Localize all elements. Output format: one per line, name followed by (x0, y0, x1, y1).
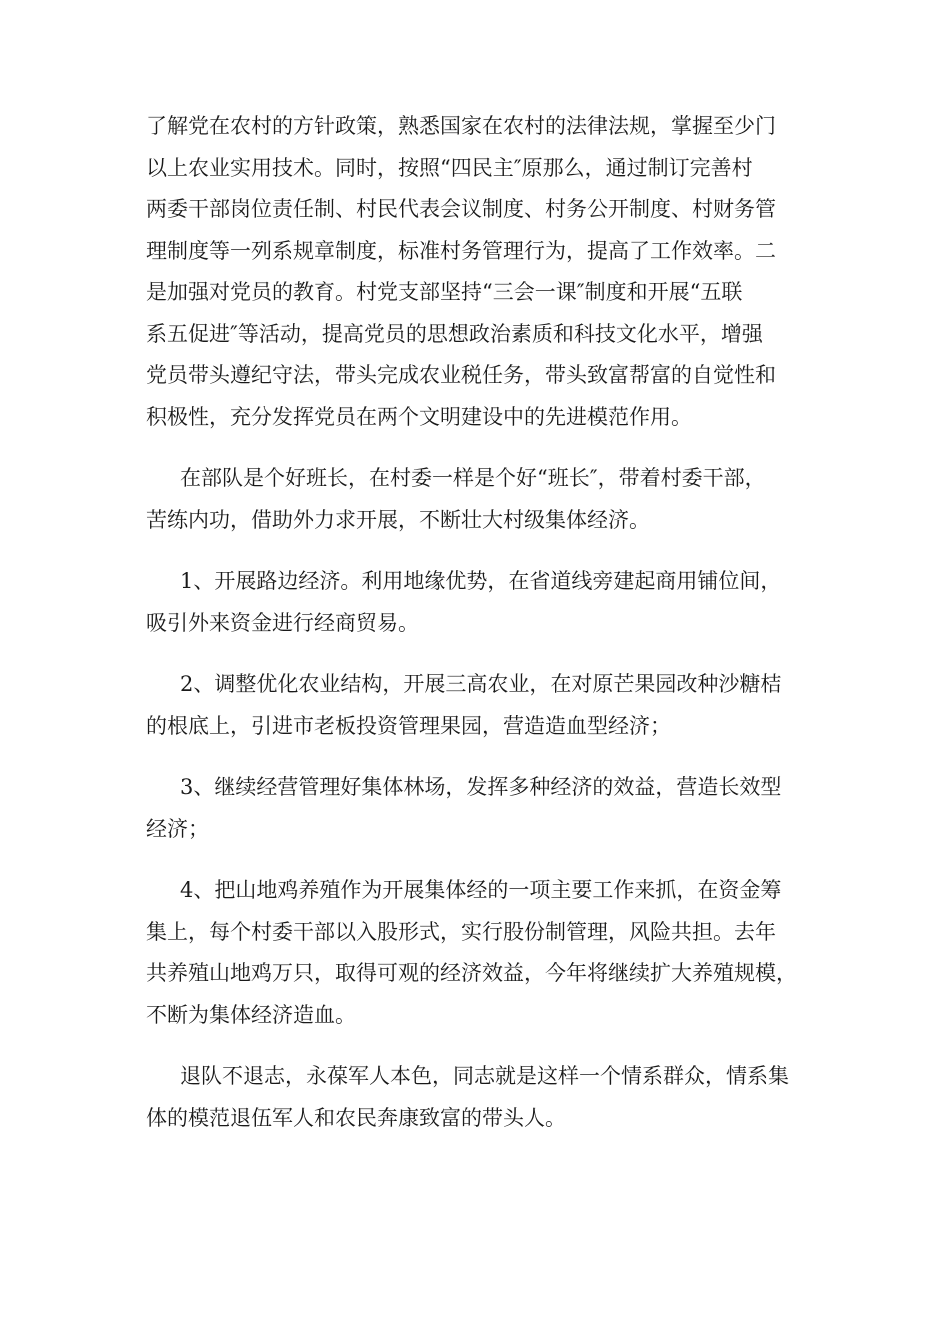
paragraph-party-management: 了解党在农村的方针政策，熟悉国家在农村的法律法规，掌握至少门 以上农业实用技术。同时，按照“四民主″原那么，通过制订完善村 两委干部岗位责任制、村民代表会议制度、村务公开制度、村财务管 理制度等一列系规章制度，标准村务管理行为，提高了工作效率。二 是加强对党员的教育。村党支部坚持“三会一课″制度和开展“五联 系五促进″等活动，提高党员的思想政治素质和科技文化水平，增强 党员带头遵纪守法，带头完成农业税任务，带头致富帮富的自觉性和 积极性，充分发挥党员在两个文明建设中的先进模范作用。 (146, 114, 776, 429)
body-text (146, 106, 814, 1159)
paragraph-item-1: 1、开展路边经济。利用地缘优势，在省道线旁建起商用铺位间， 吸引外来资金进行经商贸易。 (146, 569, 782, 635)
paragraph-item-4: 4、把山地鸡养殖作为开展集体经的一项主要工作来抓，在资金筹 集上，每个村委干部以入股形式，实行股份制管理，风险共担。去年 共养殖山地鸡万只，取得可观的经济效益，今年将继续扩大养殖规模， 不断为集体经济造血。 (146, 878, 797, 1027)
paragraph-item-2: 2、调整优化农业结构，开展三高农业，在对原芒果园改种沙糖桔 的根底上，引进市老板投资管理果园，营造造血型经济； (146, 672, 782, 738)
paragraph-item-3: 3、继续经营管理好集体林场，发挥多种经济的效益，营造长效型 经济； (146, 775, 782, 841)
paragraph-conclusion: 退队不退志，永葆军人本色，同志就是这样一个情系群众，情系集 体的模范退伍军人和农民奔康致富的带头人。 (146, 1064, 789, 1130)
paragraph-squad-leader: 在部队是个好班长，在村委一样是个好“班长″，带着村委干部， 苦练内功，借助外力求开展，不断壮大村级集体经济。 (146, 466, 766, 532)
